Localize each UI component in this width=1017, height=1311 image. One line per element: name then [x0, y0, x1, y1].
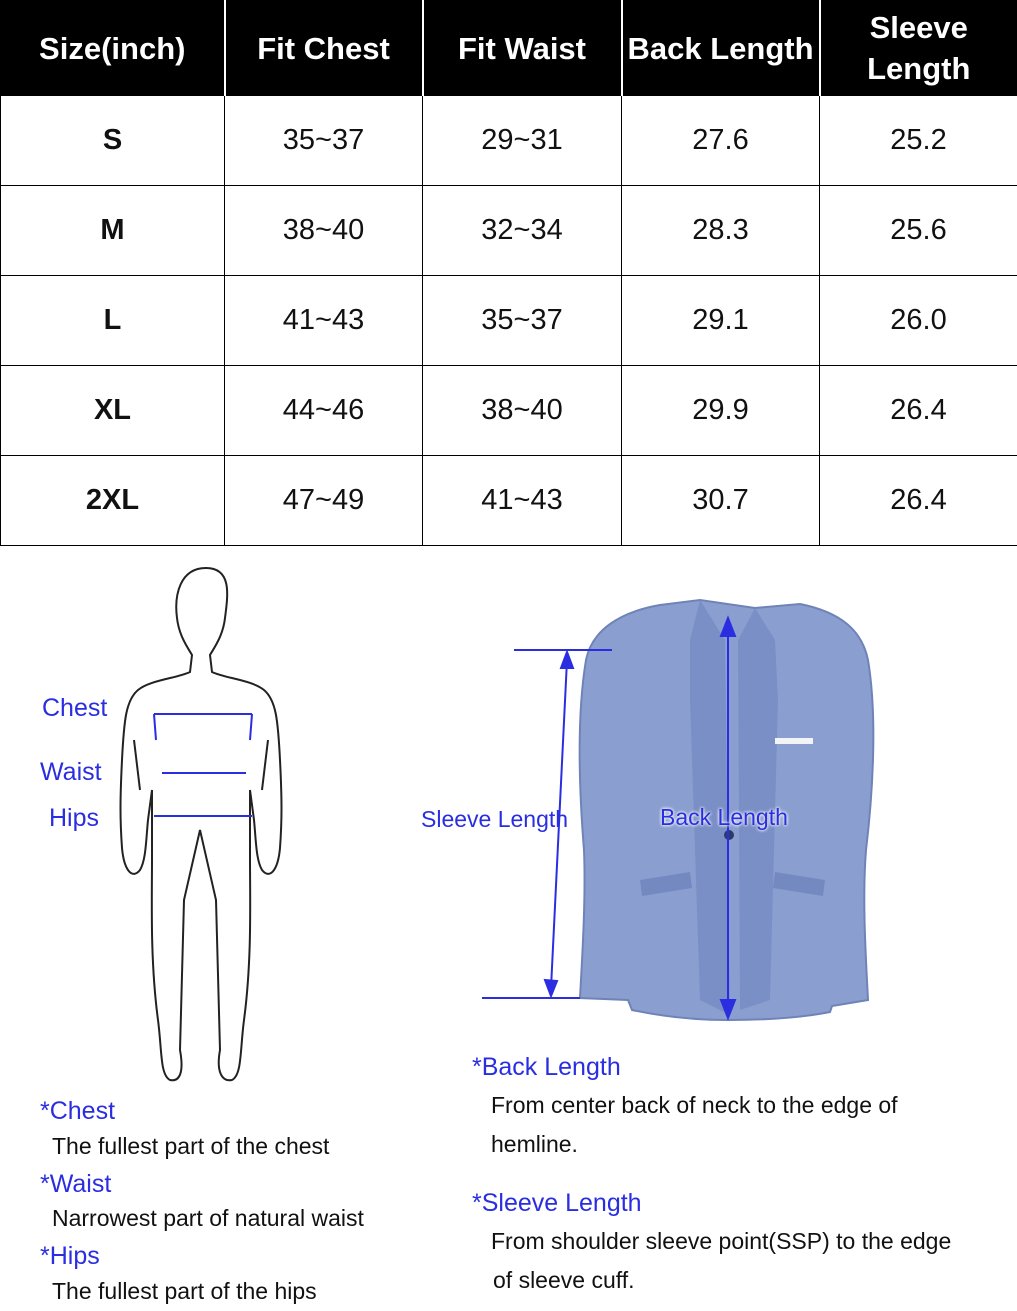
table-row — [1, 186, 1017, 276]
waist-cell: 32~34 — [423, 186, 622, 276]
size-cell: L — [1, 276, 225, 366]
note-sleeve-length-line2: of sleeve cuff. — [493, 1261, 635, 1300]
back-length-cell: 29.1 — [622, 276, 820, 366]
table-row — [1, 96, 1017, 186]
note-hips-title: *Hips — [40, 1242, 100, 1271]
sleeve-length-cell: 26.4 — [820, 366, 1017, 456]
body-outline-icon — [121, 568, 282, 1080]
header-fit-chest: Fit Chest — [225, 1, 423, 96]
note-back-length-line2: hemline. — [491, 1125, 578, 1164]
chest-cell: 47~49 — [225, 456, 423, 546]
chest-cell: 41~43 — [225, 276, 423, 366]
size-cell: S — [1, 96, 225, 186]
header-back-length: Back Length — [622, 1, 820, 96]
size-cell: 2XL — [1, 456, 225, 546]
note-chest-title: *Chest — [40, 1097, 115, 1126]
size-cell: M — [1, 186, 225, 276]
note-waist-text: Narrowest part of natural waist — [52, 1199, 364, 1238]
back-length-cell: 28.3 — [622, 186, 820, 276]
header-size: Size(inch) — [1, 1, 225, 96]
size-cell: XL — [1, 366, 225, 456]
header-sleeve-length: Sleeve Length — [820, 1, 1017, 96]
note-waist-title: *Waist — [40, 1170, 111, 1199]
waist-cell: 35~37 — [423, 276, 622, 366]
pocket-square-icon — [775, 738, 813, 744]
note-hips-text: The fullest part of the hips — [52, 1272, 317, 1311]
table-row — [1, 456, 1017, 546]
chest-cell: 35~37 — [225, 96, 423, 186]
table-header-row — [1, 1, 1017, 96]
back-length-label: Back Length — [660, 804, 788, 831]
hips-label: Hips — [49, 804, 99, 833]
note-back-length-line1: From center back of neck to the edge of — [491, 1086, 898, 1125]
back-length-cell: 30.7 — [622, 456, 820, 546]
chest-cell: 38~40 — [225, 186, 423, 276]
chest-measure-line — [154, 714, 252, 740]
table-row — [1, 366, 1017, 456]
note-back-length-title: *Back Length — [472, 1053, 621, 1082]
size-chart-table — [0, 0, 1017, 546]
back-length-cell: 29.9 — [622, 366, 820, 456]
table-row — [1, 276, 1017, 366]
header-fit-waist: Fit Waist — [423, 1, 622, 96]
sleeve-length-cell: 26.0 — [820, 276, 1017, 366]
waist-cell: 41~43 — [423, 456, 622, 546]
chest-label: Chest — [42, 694, 107, 723]
sleeve-length-cell: 25.6 — [820, 186, 1017, 276]
sleeve-length-cell: 25.2 — [820, 96, 1017, 186]
sleeve-length-cell: 26.4 — [820, 456, 1017, 546]
note-chest-text: The fullest part of the chest — [52, 1127, 329, 1166]
sleeve-length-label: Sleeve Length — [421, 806, 568, 833]
back-length-cell: 27.6 — [622, 96, 820, 186]
waist-label: Waist — [40, 758, 102, 787]
waist-cell: 29~31 — [423, 96, 622, 186]
note-sleeve-length-title: *Sleeve Length — [472, 1189, 642, 1218]
waist-cell: 38~40 — [423, 366, 622, 456]
chest-cell: 44~46 — [225, 366, 423, 456]
note-sleeve-length-line1: From shoulder sleeve point(SSP) to the edge — [491, 1222, 951, 1261]
